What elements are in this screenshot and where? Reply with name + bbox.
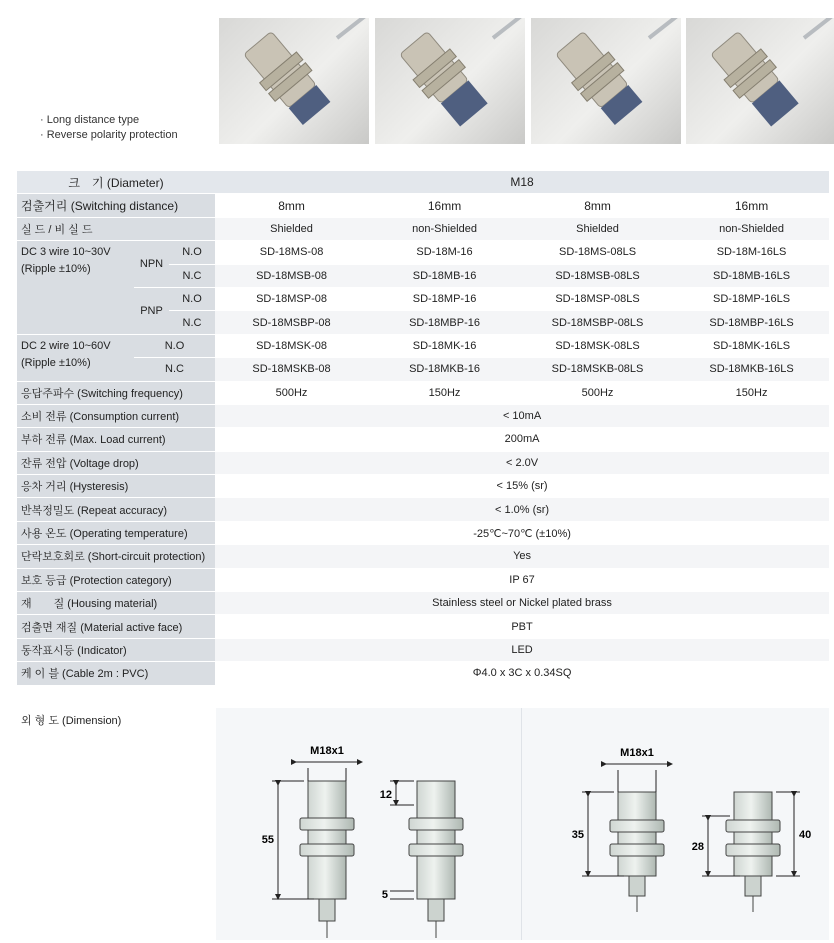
dc3-label-line1: DC 3 wire 10~30V	[21, 246, 111, 259]
spec-label: 사용 온도 (Operating temperature)	[17, 521, 215, 544]
shield-dim-label: 28	[691, 841, 704, 853]
length-label: 55	[261, 834, 274, 846]
frequency-row	[17, 381, 829, 404]
distance-value: 8mm	[215, 194, 368, 217]
dc2-label-line2: (Ripple ±10%)	[21, 356, 91, 369]
spec-value: Stainless steel or Nickel plated brass	[215, 592, 829, 615]
spec-value: < 1.0% (sr)	[215, 498, 829, 521]
spec-value: Φ4.0 x 3C x 0.34SQ	[215, 662, 829, 685]
distance-value: 8mm	[521, 194, 674, 217]
dimension-label: 외 형 도 (Dimension)	[21, 715, 122, 727]
product-photo	[219, 18, 369, 144]
dimension-section	[17, 708, 829, 940]
spec-label: 재 질 (Housing material)	[17, 592, 215, 615]
dc2-label-line1: DC 2 wire 10~60V	[21, 339, 111, 352]
product-photo	[686, 18, 834, 144]
model-cell: SD-18M-16LS	[674, 241, 829, 264]
dc3-label	[17, 241, 134, 335]
right-sensor-nonshielded	[692, 792, 812, 912]
model-cell: SD-18M-16	[368, 241, 521, 264]
spec-label: 검출면 재질 (Material active face)	[17, 615, 215, 638]
nonshield-dim-label: 40	[799, 829, 812, 841]
frequency-value: 150Hz	[674, 381, 829, 404]
spec-row	[17, 404, 829, 427]
spec-value: Yes	[215, 545, 829, 568]
dc2-label	[17, 334, 134, 381]
spec-label: 보호 등급 (Protection category)	[17, 568, 215, 591]
model-cell: SD-18MKB-16LS	[674, 358, 829, 381]
dc2-no-row	[17, 334, 829, 357]
model-cell: SD-18MSKB-08LS	[521, 358, 674, 381]
shield-value: Shielded	[521, 217, 674, 240]
spec-row	[17, 638, 829, 661]
spec-value: LED	[215, 638, 829, 661]
spec-row	[17, 428, 829, 451]
spec-row	[17, 662, 829, 685]
model-cell: SD-18MSB-08LS	[521, 264, 674, 287]
model-cell: SD-18MB-16LS	[674, 264, 829, 287]
bottom-dim-label: 5	[381, 889, 388, 901]
model-cell: SD-18MS-08	[215, 241, 368, 264]
pnp-no-row	[17, 287, 829, 310]
spec-row	[17, 615, 829, 638]
spec-label: 반복정밀도 (Repeat accuracy)	[17, 498, 215, 521]
model-cell: SD-18MSK-08LS	[521, 334, 674, 357]
model-cell: SD-18MS-08LS	[521, 241, 674, 264]
feature-item: · Long distance type	[40, 113, 178, 128]
product-photo	[375, 18, 525, 144]
spec-value: < 15% (sr)	[215, 475, 829, 498]
spec-value: < 2.0V	[215, 451, 829, 474]
spec-value: < 10mA	[215, 404, 829, 427]
distance-value: 16mm	[674, 194, 829, 217]
npn-no-row	[17, 241, 829, 264]
feature-item: · Reverse polarity protection	[40, 128, 178, 143]
thread-label: M18x1	[310, 745, 344, 757]
spec-row	[17, 545, 829, 568]
frequency-label: 응답주파수 (Switching frequency)	[17, 381, 215, 404]
distance-row	[17, 194, 829, 217]
no-label: N.O	[134, 334, 215, 357]
model-cell: SD-18MSBP-08LS	[521, 311, 674, 334]
diameter-label: 크 기 (Diameter)	[17, 171, 215, 194]
dimension-drawing	[216, 708, 829, 940]
top-dim-label: 12	[379, 789, 392, 801]
spec-row	[17, 568, 829, 591]
no-label: N.O	[169, 241, 215, 264]
frequency-value: 150Hz	[368, 381, 521, 404]
model-cell: SD-18MK-16LS	[674, 334, 829, 357]
spec-label: 동작표시등 (Indicator)	[17, 638, 215, 661]
spec-row	[17, 475, 829, 498]
npn-label: NPN	[134, 241, 169, 288]
product-photo	[531, 18, 681, 144]
spec-value: IP 67	[215, 568, 829, 591]
sensor-photo-2	[375, 18, 525, 144]
model-cell: SD-18MKB-16	[368, 358, 521, 381]
shield-value: non-Shielded	[368, 217, 521, 240]
spec-value: -25℃~70℃ (±10%)	[215, 521, 829, 544]
spec-label: 케 이 블 (Cable 2m : PVC)	[17, 662, 215, 685]
sensor-photo-1	[219, 18, 369, 144]
right-sensor-shielded	[572, 747, 670, 912]
pnp-label: PNP	[134, 287, 169, 334]
dc2-nc-row	[17, 358, 829, 381]
diameter-value: M18	[215, 171, 829, 194]
sensor-photo-4	[686, 18, 834, 144]
spec-row	[17, 521, 829, 544]
spec-label: 잔류 전압 (Voltage drop)	[17, 451, 215, 474]
spec-label: 부하 전류 (Max. Load current)	[17, 428, 215, 451]
no-label: N.O	[169, 287, 215, 310]
spec-label: 단락보호회로 (Short-circuit protection)	[17, 545, 215, 568]
spec-row	[17, 592, 829, 615]
model-cell: SD-18MP-16LS	[674, 287, 829, 310]
model-cell: SD-18MB-16	[368, 264, 521, 287]
frequency-value: 500Hz	[215, 381, 368, 404]
model-cell: SD-18MSK-08	[215, 334, 368, 357]
model-cell: SD-18MSP-08	[215, 287, 368, 310]
spec-row	[17, 498, 829, 521]
spec-label: 응차 거리 (Hysteresis)	[17, 475, 215, 498]
model-cell: SD-18MSB-08	[215, 264, 368, 287]
spec-value: PBT	[215, 615, 829, 638]
nc-label: N.C	[134, 358, 215, 381]
model-cell: SD-18MSP-08LS	[521, 287, 674, 310]
shield-row	[17, 217, 829, 240]
model-cell: SD-18MSBP-08	[215, 311, 368, 334]
model-cell: SD-18MK-16	[368, 334, 521, 357]
spec-label: 소비 전류 (Consumption current)	[17, 404, 215, 427]
nc-label: N.C	[169, 264, 215, 287]
model-cell: SD-18MSKB-08	[215, 358, 368, 381]
left-sensor-nonshielded	[380, 781, 463, 938]
shield-label: 실 드 / 비 실 드	[17, 217, 215, 240]
spec-row	[17, 451, 829, 474]
shield-value: non-Shielded	[674, 217, 829, 240]
dimension-drawing-area	[216, 708, 829, 940]
dc3-label-line2: (Ripple ±10%)	[21, 263, 91, 276]
left-sensor-shielded	[262, 745, 360, 938]
distance-value: 16mm	[368, 194, 521, 217]
features-list	[40, 113, 178, 143]
shield-value: Shielded	[215, 217, 368, 240]
sensor-photo-3	[531, 18, 681, 144]
thread-label: M18x1	[620, 747, 654, 759]
length-label: 35	[571, 829, 584, 841]
nc-label: N.C	[169, 311, 215, 334]
model-cell: SD-18MBP-16	[368, 311, 521, 334]
model-cell: SD-18MBP-16LS	[674, 311, 829, 334]
frequency-value: 500Hz	[521, 381, 674, 404]
spec-value: 200mA	[215, 428, 829, 451]
spec-table	[17, 171, 829, 686]
diameter-row	[17, 171, 829, 194]
distance-label: 검출거리 (Switching distance)	[17, 194, 215, 217]
model-cell: SD-18MP-16	[368, 287, 521, 310]
